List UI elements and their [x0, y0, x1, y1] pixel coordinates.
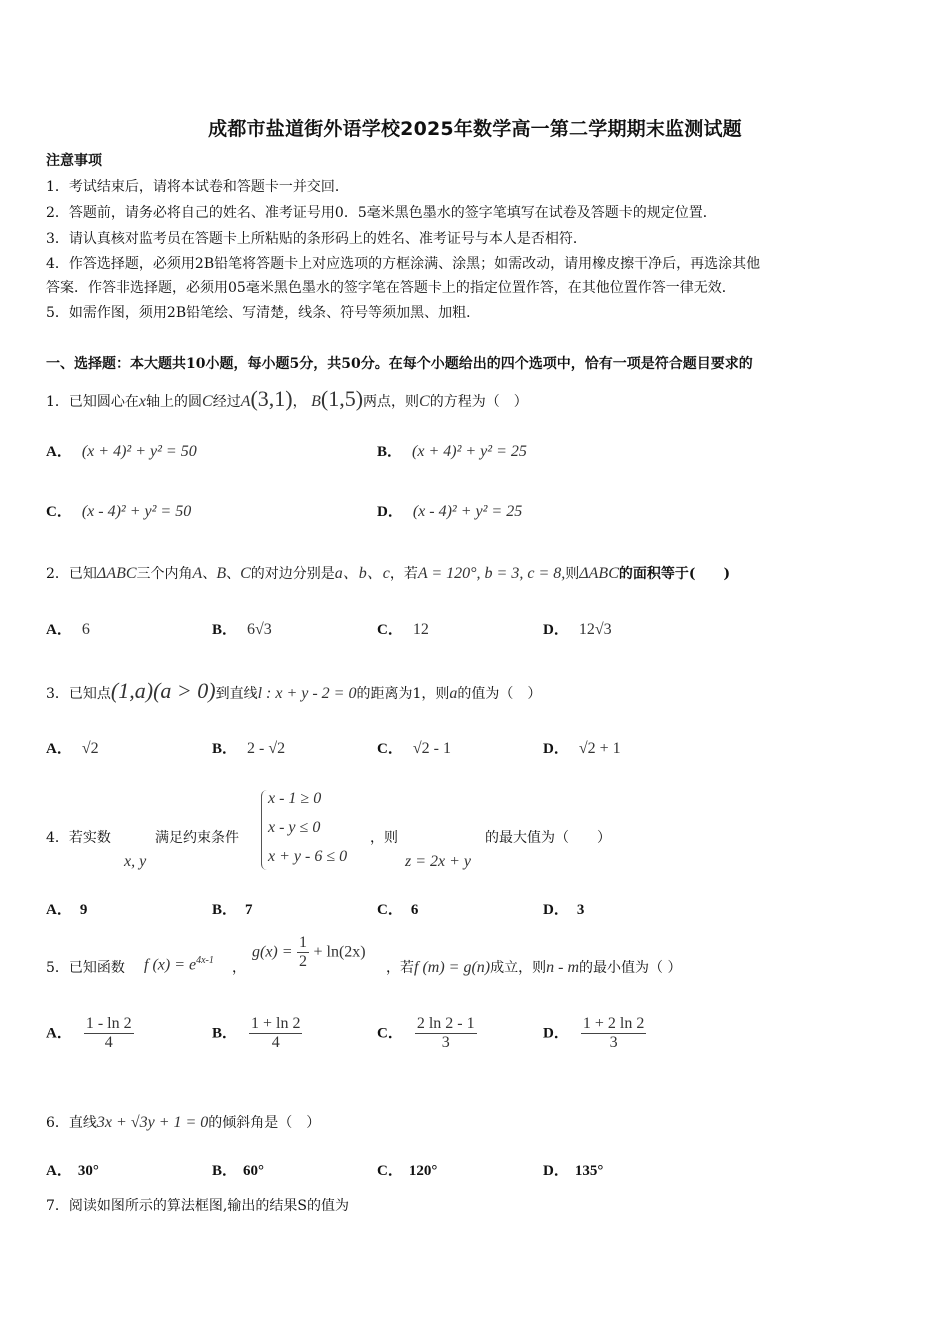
option-d[interactable]: D． 3 [543, 902, 585, 918]
option-c[interactable]: C． 6 [377, 902, 419, 918]
constraint-3: x + y - 6 ≤ 0 [268, 848, 348, 865]
option-b[interactable]: B． 2 - √2 [212, 740, 286, 757]
option-c[interactable]: C． √2 - 1 [377, 740, 451, 757]
notice-heading: 注意事项 [46, 153, 102, 169]
option-a[interactable]: A． 6 [46, 621, 90, 638]
option-d[interactable]: D． 135° [543, 1163, 604, 1179]
option-b[interactable]: B． 7 [212, 902, 253, 918]
notice-item: 答案．作答非选择题，必须用05毫米黑色墨水的签字笔在答题卡上的指定位置作答，在其他位置作答一律无效． [46, 280, 736, 296]
q4-objective: z = 2x + y [405, 853, 472, 870]
function-g: g(x) = $\frac{1}{2}$ + ln(2x) [252, 934, 366, 970]
option-a[interactable]: A． $\frac{1 - \ln 2}{4}$ [46, 1015, 132, 1051]
option-a[interactable]: A． 9 [46, 902, 88, 918]
option-c[interactable]: C． 12 [377, 621, 429, 638]
option-a[interactable]: A． √2 [46, 740, 99, 757]
q-number: 1． [46, 394, 69, 410]
option-d[interactable]: D． (x - 4)² + y² = 25 [377, 503, 523, 520]
question-5: 5．已知函数 [46, 960, 125, 976]
q5-comma: ， [232, 960, 246, 976]
notice-item: 2．答题前，请务必将自己的姓名、准考证号用0．5毫米黑色墨水的签字笔填写在试卷及答题卡的规定位置． [46, 205, 717, 221]
q4-text: 的最大值为（ ） [485, 830, 611, 846]
notice-item: 4．作答选择题，必须用2B铅笔将答题卡上对应选项的方框涂满、涂黑；如需改动，请用橡皮擦干净后，再选涂其他 [46, 256, 761, 272]
option-b[interactable]: B． 6√3 [212, 621, 272, 638]
q4-vars: x, y [124, 853, 147, 870]
q4-text: ，则 [370, 830, 398, 846]
notice-item: 1．考试结束后，请将本试卷和答题卡一并交回． [46, 179, 349, 195]
option-b[interactable]: B． $\frac{1 + \ln 2}{4}$ [212, 1015, 301, 1051]
question-2: 2．已知ΔABC三个内角A、B、C的对边分别是a、b、c，若A = 120°, b = 3, c = 8,则ΔABC的面积等于( ) [46, 565, 731, 582]
option-b[interactable]: B． 60° [212, 1163, 265, 1179]
question-6: 6．直线3x + √3y + 1 = 0的倾斜角是（ ） [46, 1114, 321, 1131]
notice-item: 5．如需作图，须用2B铅笔绘、写清楚，线条、符号等须加黑、加粗． [46, 305, 481, 321]
function-f: f $(x) = e^{4x-1}$ [144, 955, 214, 974]
q5-text: ，若f (m) = g(n)成立，则n - m的最小值为（ ） [386, 959, 682, 976]
option-b[interactable]: B． (x + 4)² + y² = 25 [377, 443, 527, 460]
constraint-1: x - 1 ≥ 0 [268, 790, 322, 807]
q4-text: 满足约束条件 [155, 830, 239, 846]
constraint-2: x - y ≤ 0 [268, 819, 321, 836]
option-a[interactable]: A． (x + 4)² + y² = 50 [46, 443, 197, 460]
option-c[interactable]: C． (x - 4)² + y² = 50 [46, 503, 192, 520]
question-7: 7．阅读如图所示的算法框图,输出的结果S的值为 [46, 1198, 349, 1214]
question-3: 3．已知点(1,a)(a > 0)到直线l : x + y - 2 = 0的距离为1，则a的值为（ ） [46, 678, 542, 703]
option-c[interactable]: C． $\frac{2 \ln 2 - 1}{3}$ [377, 1015, 475, 1051]
option-c[interactable]: C． 120° [377, 1163, 438, 1179]
section-heading: 一、选择题：本大题共10小题，每小题5分，共50分。在每个小题给出的四个选项中，恰有一项是符合题目要求的 [46, 356, 753, 372]
option-d[interactable]: D． √2 + 1 [543, 740, 621, 757]
question-1: 1．已知圆心在x轴上的圆C经过A(3,1)， B(1,5)两点，则C的方程为（ ） [46, 386, 528, 411]
notice-item: 3．请认真核对监考员在答题卡上所粘贴的条形码上的姓名、准考证号与本人是否相符． [46, 231, 587, 247]
option-d[interactable]: D． 12√3 [543, 621, 612, 638]
fraction: $\frac{1}{2}$ [299, 934, 308, 970]
page-title: 成都市盐道街外语学校2025年数学高一第二学期期末监测试题 [208, 118, 742, 140]
option-a[interactable]: A． 30° [46, 1163, 99, 1179]
question-4: 4．若实数 [46, 830, 111, 846]
option-d[interactable]: D． $\frac{1 + 2 \ln 2}{3}$ [543, 1015, 645, 1051]
